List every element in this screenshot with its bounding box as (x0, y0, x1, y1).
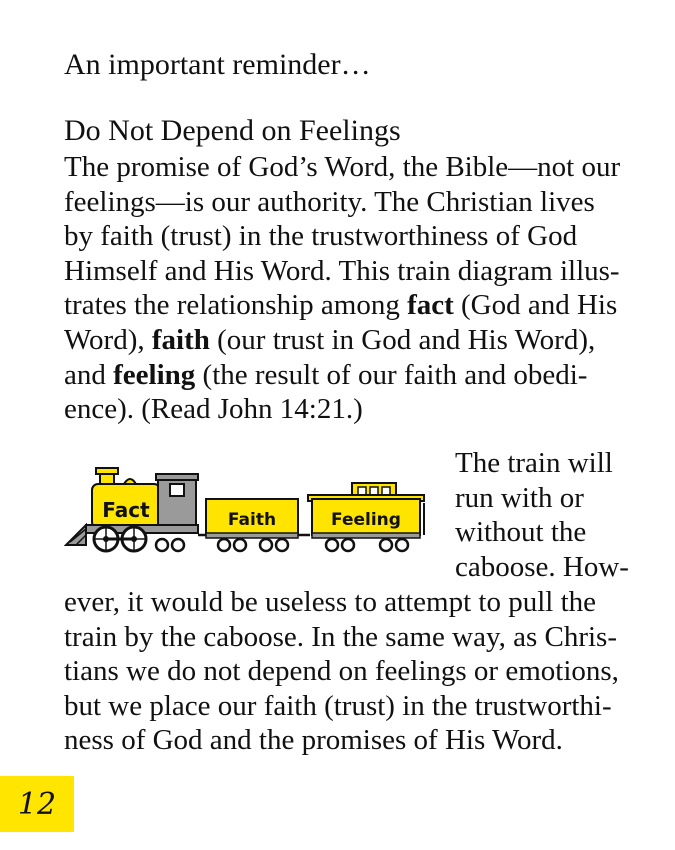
text-run: (our trust in God and His Word), (209, 323, 596, 356)
paragraph-line: tians we do not depend on feelings or emotions, (64, 655, 619, 688)
caboose (308, 483, 424, 551)
text-run: Word), (64, 323, 152, 356)
fact-term: fact (407, 289, 454, 322)
intro-text: An important reminder… (64, 48, 371, 81)
cab-roof (156, 474, 198, 480)
paragraph-line: ence). (Read John 14:21.) (64, 393, 363, 426)
caboose-wheel (380, 539, 392, 551)
page-number: 12 (17, 786, 57, 822)
coal-car-wheel (260, 539, 272, 551)
paragraph-line: train by the caboose. In the same way, as Chris- (64, 620, 617, 653)
side-text-line: The train will (455, 447, 613, 479)
section-heading: Do Not Depend on Feelings (64, 114, 401, 147)
paragraph-caboose (64, 585, 619, 758)
fact-label: Fact (102, 498, 150, 522)
coal-car-wheel (276, 539, 288, 551)
paragraph-line (64, 288, 624, 323)
engine (66, 468, 198, 551)
side-text-line: caboose. How- (455, 550, 629, 583)
feeling-term: feeling (113, 358, 196, 391)
feeling-label: Feeling (331, 510, 401, 530)
page-number-tab (0, 776, 74, 832)
caboose-wheel (326, 539, 338, 551)
side-text-line: without the (455, 516, 587, 549)
small-wheel (172, 539, 184, 551)
paragraph-line: feelings—is our authority. The Christian lives (64, 185, 595, 218)
coal-car (206, 499, 298, 551)
text-run: trates the relationship among (64, 289, 408, 322)
cab-window (170, 484, 184, 496)
caboose-wheel (396, 539, 408, 551)
paragraph-line: by faith (trust) in the trustworthiness of God (64, 220, 578, 253)
paragraph-line (64, 323, 624, 358)
paragraph-line: ever, it would be useless to attempt to pull the (64, 586, 597, 618)
faith-label: Faith (227, 510, 277, 530)
caboose-wheel (342, 539, 354, 551)
train-diagram (64, 467, 436, 557)
paragraph-line: Himself and His Word. This train diagram illus- (64, 254, 620, 287)
paragraph-line: The promise of God’s Word, the Bible—not our (64, 151, 621, 183)
cowcatcher (66, 525, 86, 545)
text-run: (God and His (453, 289, 618, 322)
text-run: (the result of our faith and obedi- (195, 358, 588, 391)
paragraph-line (64, 358, 624, 393)
side-text-line: run with or (455, 481, 584, 514)
coal-car-wheel (234, 539, 246, 551)
side-text (455, 446, 629, 584)
text-run: and (64, 358, 114, 391)
paragraph-line: but we place our faith (trust) in the trustworthi- (64, 689, 612, 722)
coal-car-wheel (218, 539, 230, 551)
smokestack-cap (96, 468, 118, 474)
paragraph-line: ness of God and the promises of His Word. (64, 724, 563, 757)
paragraph-authority (64, 150, 624, 427)
small-wheel (156, 539, 168, 551)
faith-term: faith (151, 323, 210, 356)
